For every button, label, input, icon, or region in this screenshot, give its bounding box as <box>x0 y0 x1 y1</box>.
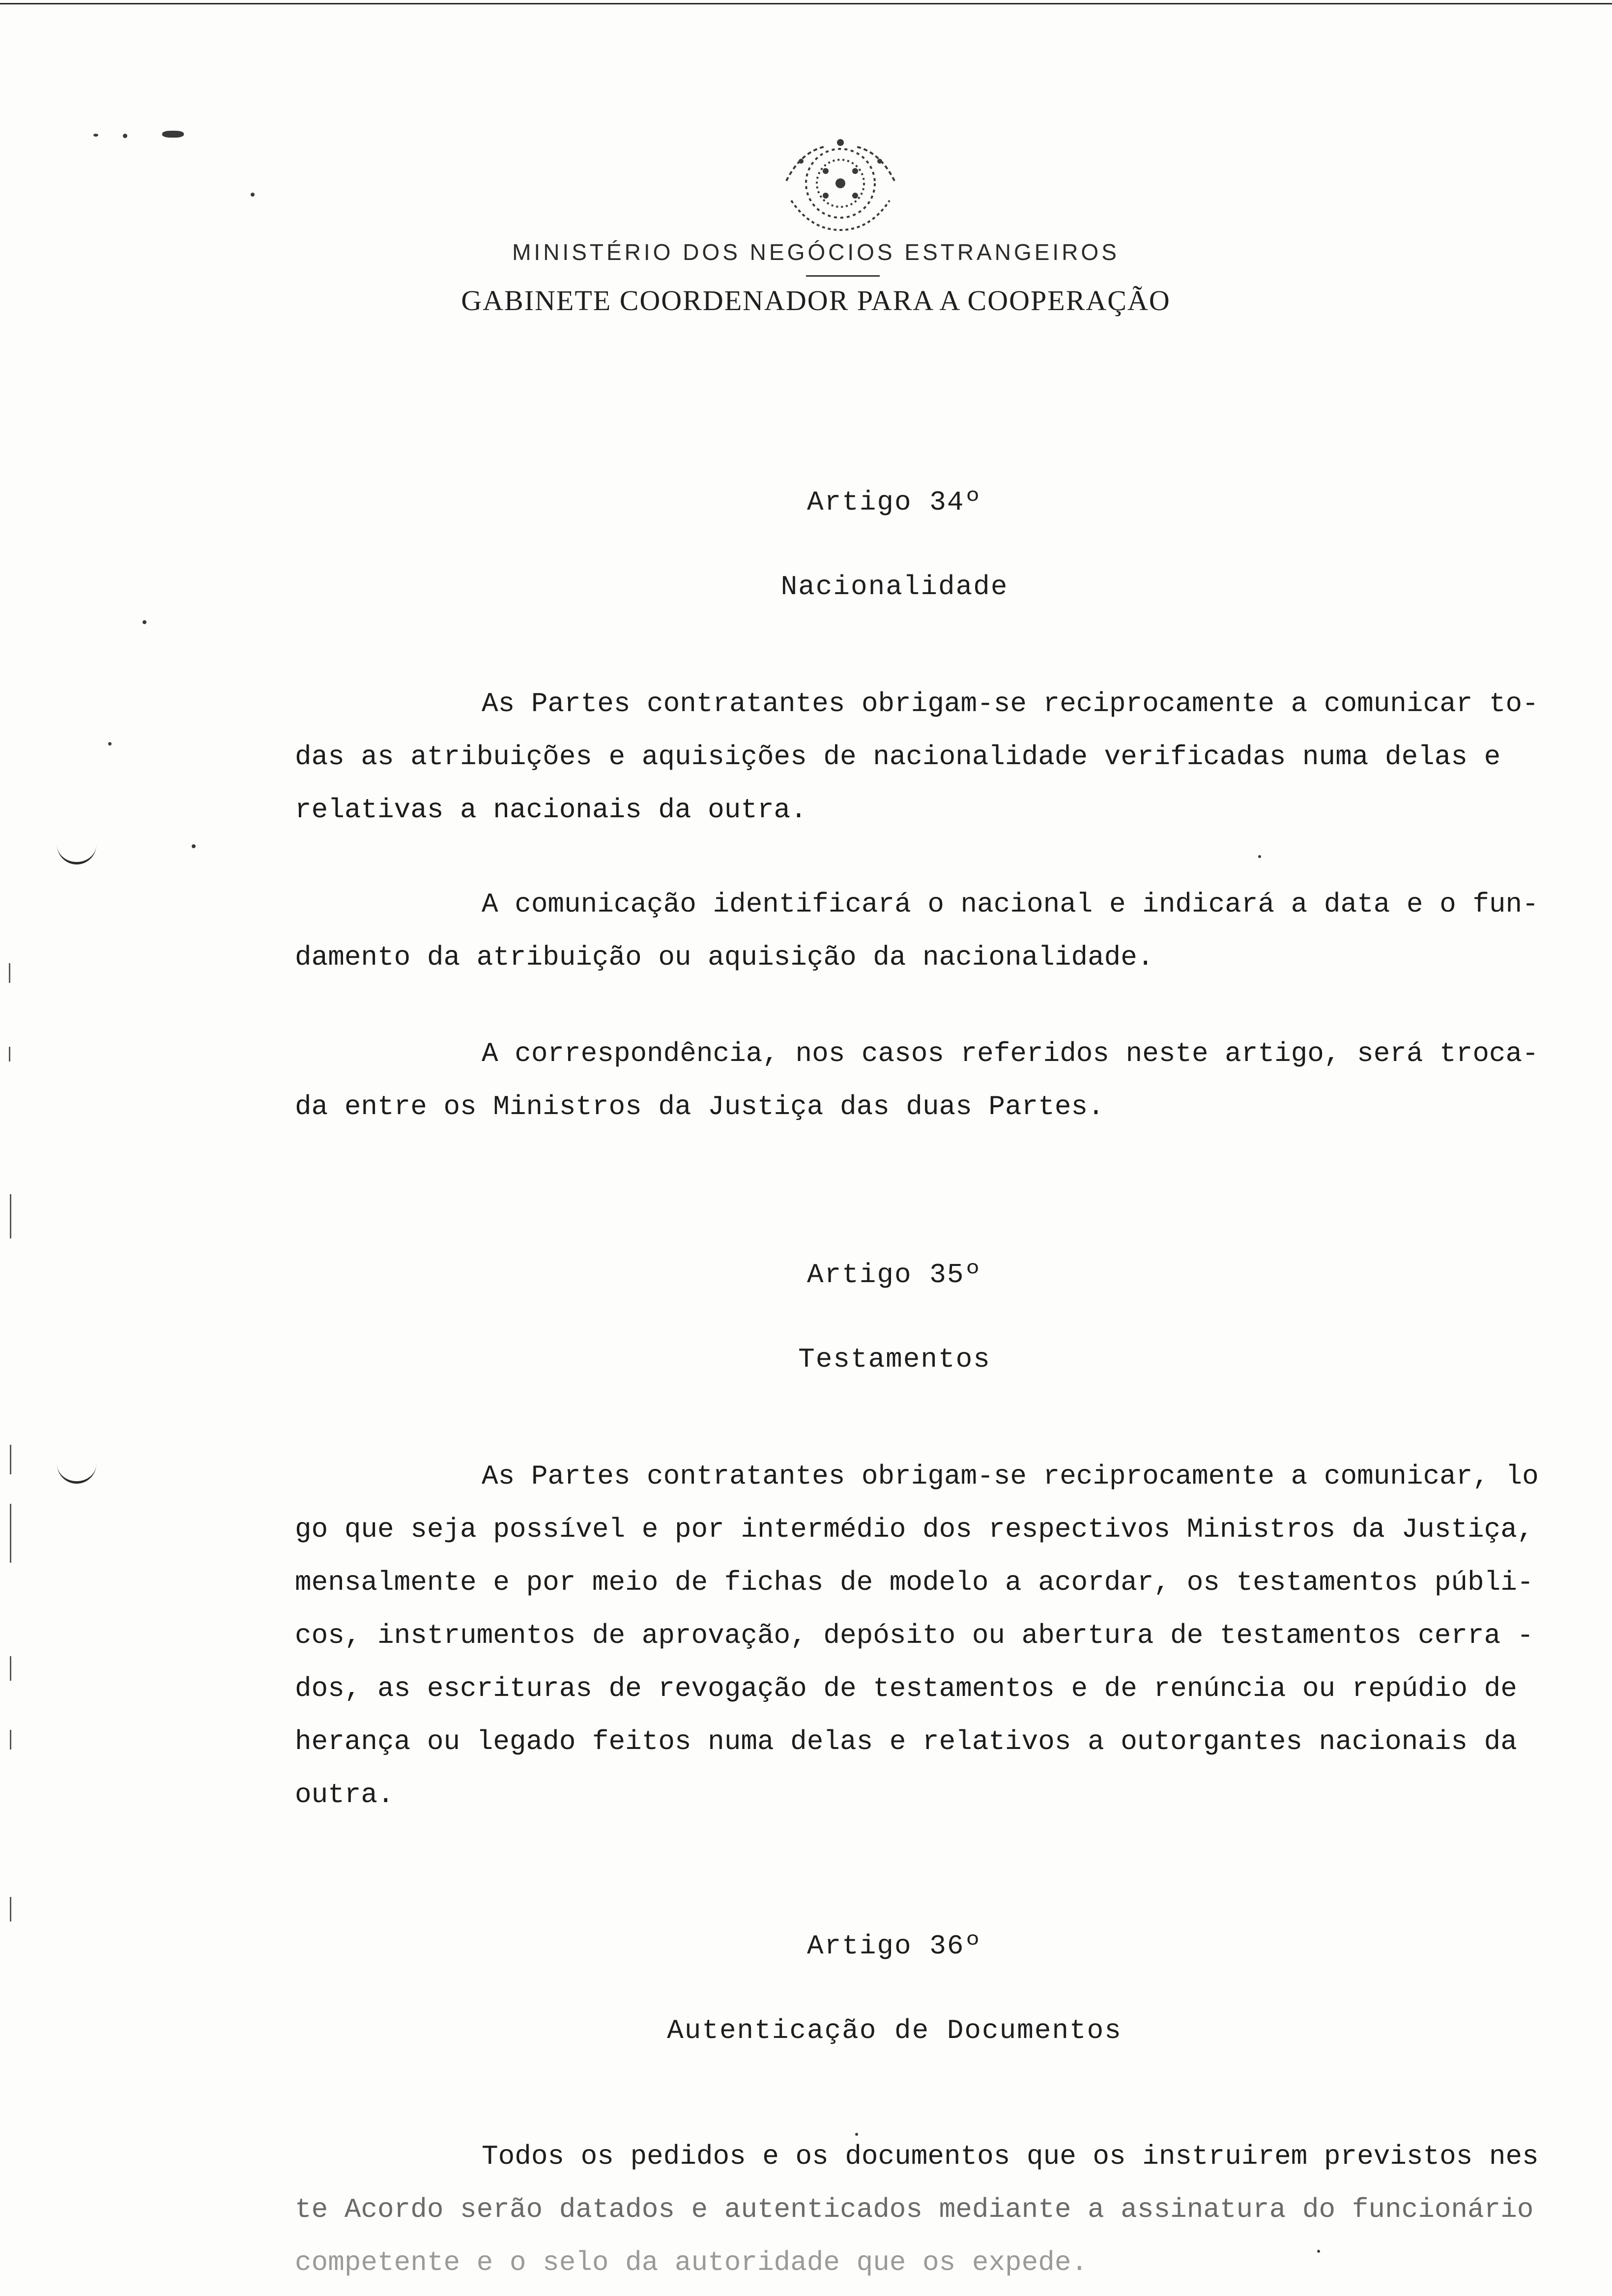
article-number: Artigo 36º <box>806 1930 982 1962</box>
paragraph-line: das as atribuições e aquisições de nacionalidade verificadas numa delas e <box>295 741 1501 773</box>
cabinet-name: GABINETE COORDENADOR PARA A COOPERAÇÃO <box>461 285 1171 316</box>
ministry-name: MINISTÉRIO DOS NEGÓCIOS ESTRANGEIROS <box>512 239 1120 265</box>
scan-speck <box>192 844 196 848</box>
scan-speck <box>123 134 127 138</box>
article-paragraph <box>295 2130 1553 2289</box>
article-number: Artigo 35º <box>806 1259 982 1291</box>
paragraph-line: da entre os Ministros da Justiça das duas Partes. <box>295 1091 1104 1122</box>
paragraph-line: As Partes contratantes obrigam-se reciprocamente a comunicar to- <box>482 688 1539 719</box>
binding-edge-line <box>9 963 10 983</box>
paragraph-line: A comunicação identificará o nacional e indicará a data e o fun- <box>482 889 1539 920</box>
scan-speck <box>162 131 184 138</box>
punch-hole-mark <box>57 844 96 864</box>
paragraph-line: dos, as escrituras de revogação de testamentos e de renúncia ou repúdio de <box>295 1673 1517 1704</box>
binding-edge-line <box>10 1730 11 1750</box>
binding-edge-line <box>10 1194 11 1238</box>
article-paragraph <box>295 1450 1553 1821</box>
coat-of-arms-emblem <box>772 132 909 235</box>
scan-speck <box>1258 855 1261 858</box>
article-title: Testamentos <box>798 1344 991 1375</box>
binding-edge-line <box>9 1047 10 1062</box>
paragraph-line: Todos os pedidos e os documentos que os instruirem previstos nes <box>482 2141 1539 2172</box>
scan-speck <box>108 742 112 746</box>
top-edge-rule <box>0 3 1612 4</box>
paragraph-line: go que seja possível e por intermédio dos respectivos Ministros da Justiça, <box>295 1514 1534 1545</box>
paragraph-line: outra. <box>295 1779 394 1810</box>
scan-speck <box>143 620 146 624</box>
paragraph-line: herança ou legado feitos numa delas e relativos a outorgantes nacionais da <box>295 1726 1517 1757</box>
binding-edge-line <box>10 1656 11 1681</box>
paragraph-line: A correspondência, nos casos referidos neste artigo, será troca- <box>482 1038 1539 1069</box>
binding-edge-line <box>10 1445 11 1474</box>
article-paragraph <box>295 878 1553 984</box>
binding-edge-line <box>10 1897 11 1922</box>
scan-speck <box>93 134 98 137</box>
paragraph-line: damento da atribuição ou aquisição da nacionalidade. <box>295 942 1154 973</box>
punch-hole-mark <box>57 1464 96 1484</box>
article-paragraph <box>295 677 1553 836</box>
scan-speck <box>251 193 255 197</box>
article-title: Nacionalidade <box>780 571 1008 603</box>
article-title: Autenticação de Documentos <box>667 2015 1122 2046</box>
paragraph-line: mensalmente e por meio de fichas de modelo a acordar, os testamentos públi- <box>295 1567 1534 1598</box>
paragraph-line: relativas a nacionais da outra. <box>295 794 807 826</box>
paragraph-line: cos, instrumentos de aprovação, depósito ou abertura de testamentos cerra - <box>295 1620 1534 1651</box>
ministry-underline <box>806 275 880 277</box>
binding-edge-line <box>10 1504 11 1563</box>
paragraph-line: competente e o selo da autoridade que os expede. <box>295 2247 1088 2278</box>
paragraph-line: As Partes contratantes obrigam-se reciprocamente a comunicar, lo <box>482 1461 1539 1492</box>
paragraph-line: te Acordo serão datados e autenticados mediante a assinatura do funcionário <box>295 2194 1534 2225</box>
article-paragraph <box>295 1027 1553 1133</box>
article-number: Artigo 34º <box>806 487 982 518</box>
